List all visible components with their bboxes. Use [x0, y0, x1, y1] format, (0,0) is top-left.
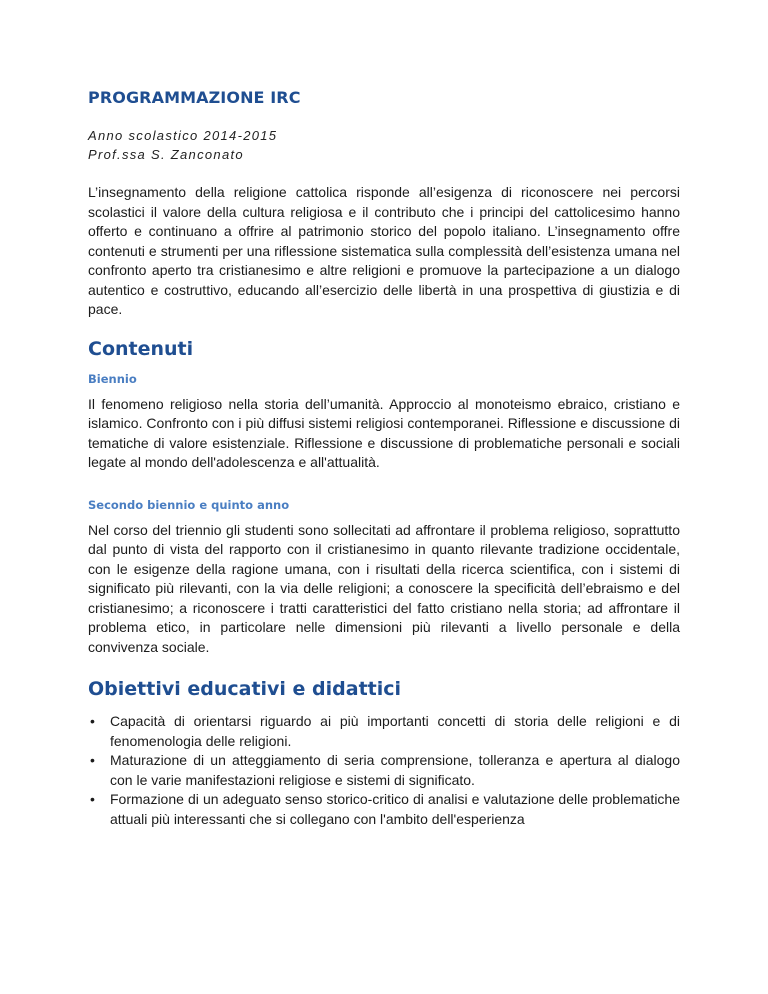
bullet-icon: •: [90, 713, 95, 729]
list-item: [88, 712, 680, 751]
biennio-heading: Biennio: [88, 371, 137, 386]
list-item-text: Capacità di orientarsi riguardo ai più importanti concetti di storia delle religioni e di fenomenologia delle religioni.: [110, 713, 680, 749]
document-title: PROGRAMMAZIONE IRC: [88, 88, 301, 107]
teacher-name: Prof.ssa S. Zanconato: [88, 147, 244, 162]
list-item: [88, 790, 680, 829]
intro-paragraph: L’insegnamento della religione cattolica risponde all’esigenza di riconoscere nei percorsi scolastici il valore della cultura religiosa e il contributo che i principi del cattolicesimo hanno offerto e continuano a offrire al patrimonio storico del popolo italiano. L’insegnamento offre contenuti e strumenti per una riflessione sistematica sulla complessità dell’esistenza umana nel confronto aperto tra cristianesimo e altre religioni e promuove la partecipazione a un dialogo autentico e costruttivo, educando all’esercizio delle libertà in una prospettiva di giustizia e di pace.: [88, 184, 680, 317]
bullet-icon: •: [90, 752, 95, 768]
contenuti-heading: Contenuti: [88, 337, 194, 360]
secondo-biennio-paragraph: Nel corso del triennio gli studenti sono sollecitati ad affrontare il problema religioso, soprattutto dal punto di vista del rapporto con il cristianesimo in quanto rilevante tradizione occidentale, con le esigenze della ragione umana, con i risultati della ricerca scientifica, con i sistemi di significato più rilevanti, con la via delle religioni; a conoscere la specificità dell’ebraismo e del cristianesimo; a riconoscere i tratti caratteristici del fatto cristiano nella storia; ad affrontare il problema etico, in particolare nelle dimensioni più rilevanti a livello personale e della convivenza sociale.: [88, 521, 680, 655]
list-item: [88, 751, 680, 790]
secondo-biennio-heading: Secondo biennio e quinto anno: [88, 497, 290, 512]
obiettivi-list: [88, 712, 680, 829]
bullet-icon: •: [90, 791, 95, 807]
list-item-text: Formazione di un adeguato senso storico-critico di analisi e valutazione delle problematiche attuali più interessanti che si collegano con l'ambito dell'esperienza: [110, 791, 680, 827]
document-page: [88, 88, 680, 829]
obiettivi-heading: Obiettivi educativi e didattici: [88, 678, 402, 700]
list-item-text: Maturazione di un atteggiamento di seria comprensione, tolleranza e apertura al dialogo con le varie manifestazioni religiose e sistemi di significato.: [110, 752, 680, 788]
document-meta: [88, 126, 680, 164]
school-year: Anno scolastico 2014-2015: [88, 128, 278, 143]
biennio-paragraph: Il fenomeno religioso nella storia dell’umanità. Approccio al monoteismo ebraico, cristiano e islamico. Confronto con i più diffusi sistemi religiosi contemporanei. Riflessione e discussione di tematiche di valore esistenziale. Riflessione e discussione di problematiche personali e sociali legate al mondo dell'adolescenza e all'attualità.: [88, 395, 680, 470]
